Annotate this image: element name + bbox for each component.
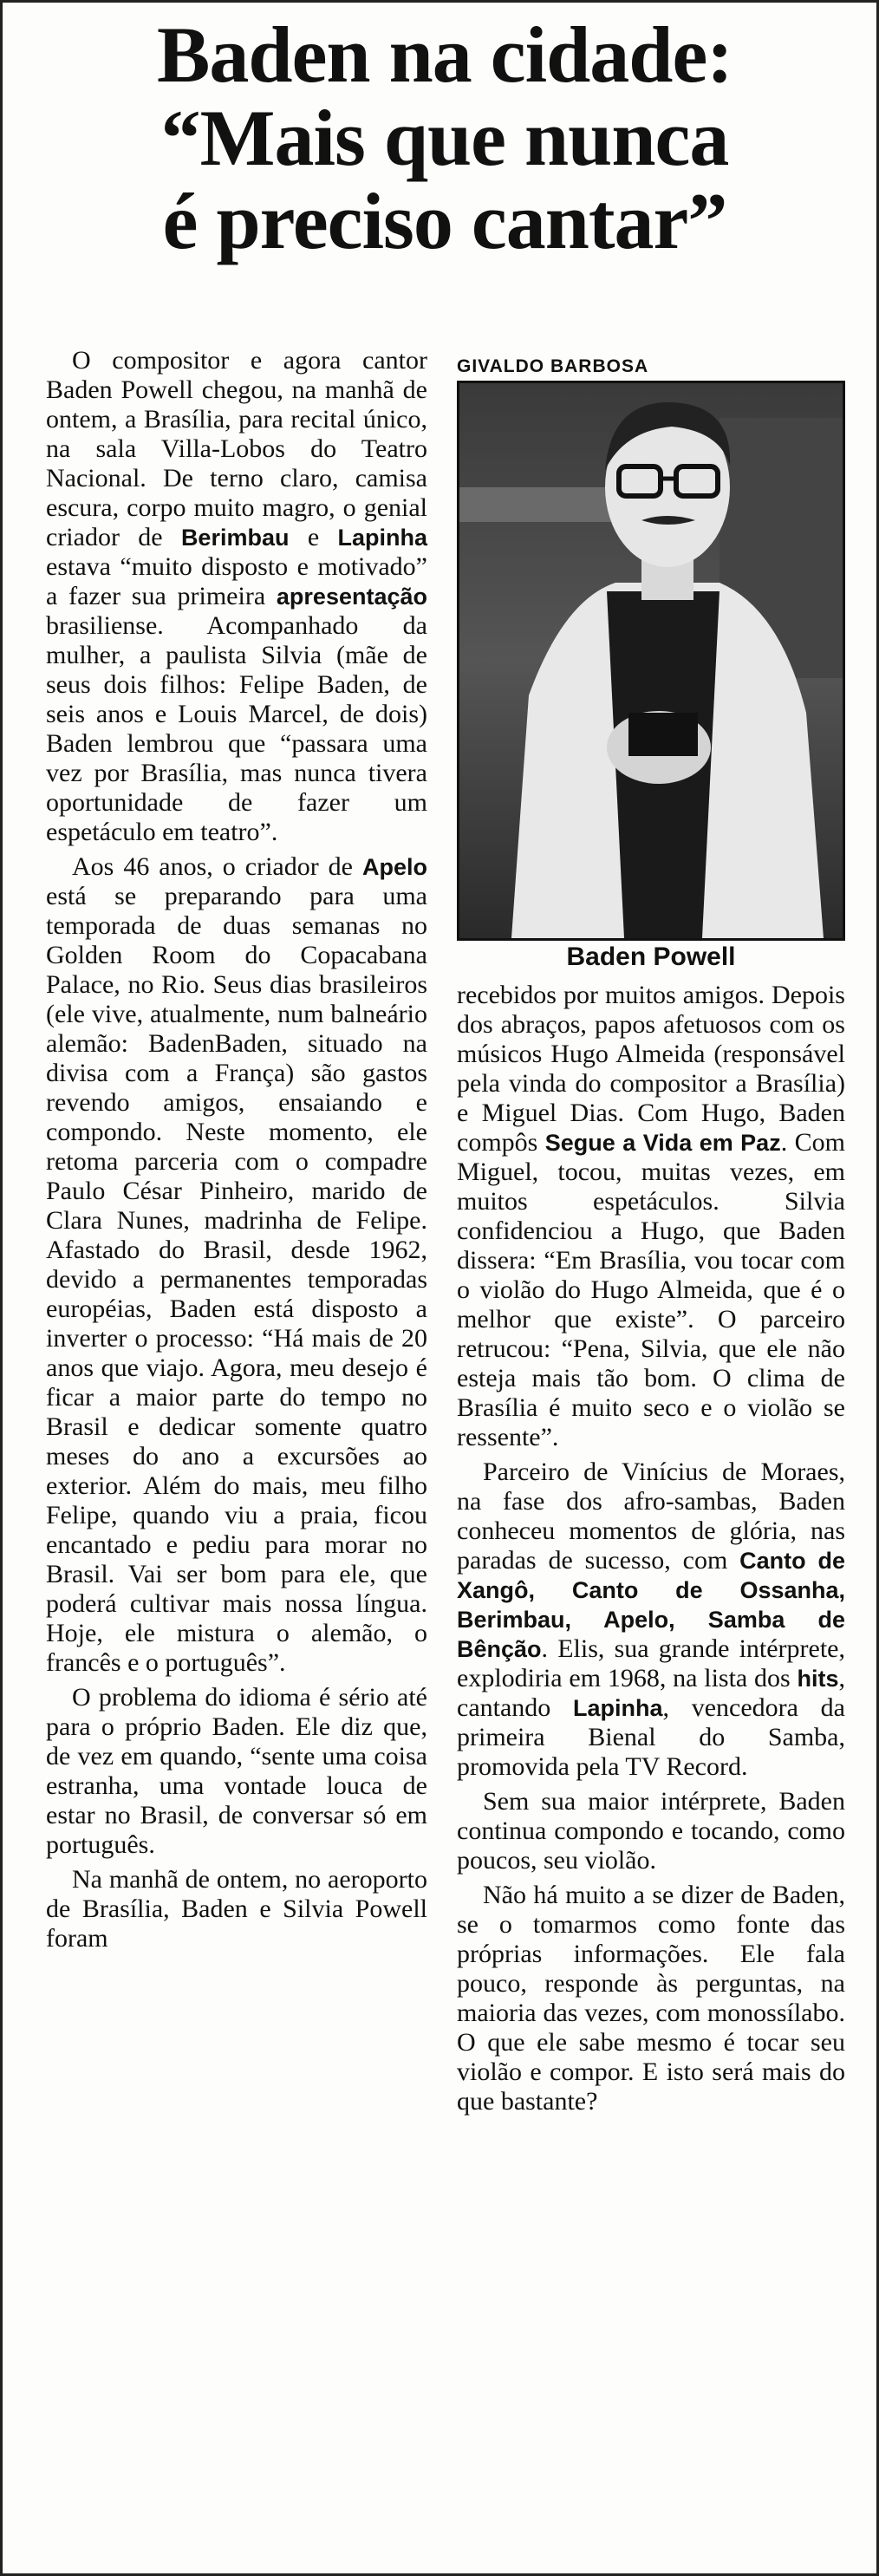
headline-line-2: “Mais que nunca (160, 94, 729, 182)
paragraph: Sem sua maior intérprete, Baden continua compondo e tocando, como poucos, seu violão. (457, 1787, 845, 1875)
paragraph: Parceiro de Vinícius de Moraes, na fase dos afro-sambas, Baden conheceu momentos de glória, nas paradas de sucesso, com Canto de Xangô, Canto de Ossanha, Berimbau, Apelo, Samba de Bênção. Elis, sua grande intérprete, explodiria em 1968, na lista dos hits, cantando Lapinha, vencedora da primeira Bienal do Samba, promovida pela TV Record. (457, 1458, 845, 1781)
headline (37, 10, 852, 265)
paragraph: Na manhã de ontem, no aeroporto de Brasília, Baden e Silvia Powell foram (46, 1865, 427, 1953)
paragraph: Aos 46 anos, o criador de Apelo está se preparando para uma temporada de duas semanas no Golden Room do Copacabana Palace, no Rio. Seus dias brasileiros (ele vive, atualmente, num balneário alemão: BadenBaden, situado na divisa com a França) são gastos revendo amigos, ensaiando e compondo. Neste momento, ele retoma parceria com o compadre Paulo César Pinheiro, marido de Clara Nunes, madrinha de Felipe. Afastado do Brasil, desde 1962, devido a permanentes temporadas européias, Baden está disposto a inverter o processo: “Há mais de 20 anos que viajo. Agora, meu desejo é ficar a maior parte do tempo no Brasil e dedicar somente quatro meses do ano a excursões ao exterior. Além do mais, meu filho Felipe, quando viu a praia, ficou encantado e pediu para morar no Brasil. Vai ser bom para ele, que poderá cultivar mais nossa língua. Hoje, ele mistura o alemão, o francês e o português”. (46, 852, 427, 1677)
headline-line-1: Baden na cidade: (157, 10, 732, 99)
photo-credit: GIVALDO BARBOSA (457, 356, 649, 376)
paragraph: O problema do idioma é sério até para o próprio Baden. Ele diz que, de vez em quando, “sente uma coisa estranha, uma vontade louca de estar no Brasil, de conversar só em português. (46, 1683, 427, 1859)
paragraph: O compositor e agora cantor Baden Powell chegou, na manhã de ontem, a Brasília, para recital único, na sala Villa-Lobos do Teatro Nacional. De terno claro, camisa escura, corpo muito magro, o genial criador de Berimbau e Lapinha estava “muito disposto e motivado” a fazer sua primeira apresentação brasiliense. Acompanhado da mulher, a paulista Silvia (mãe de seus dois filhos: Felipe Baden, de seis anos e Louis Marcel, de dois) Baden lembrou que “passara uma vez por Brasília, mas nunca tivera oportunidade de fazer um espetáculo em teatro”. (46, 346, 427, 846)
paragraph: Não há muito a se dizer de Baden, se o tomarmos como fonte das próprias informações. Ele fala pouco, responde às perguntas, na maioria das vezes, com monossílabo. O que ele sabe mesmo é tocar seu violão e compor. E isto será mais do que bastante? (457, 1881, 845, 2116)
headline-line-3: é preciso cantar” (162, 177, 727, 265)
photo-caption: Baden Powell (566, 942, 736, 971)
paragraph: recebidos por muitos amigos. Depois dos abraços, papos afetuosos com os músicos Hugo Almeida (responsável pela vinda do compositor a Brasília) e Miguel Dias. Com Hugo, Baden compôs Segue a Vida em Paz. Com Miguel, tocou, muitas vezes, em muitos espetáculos. Silvia confidenciou a Hugo, que Baden dissera: “Em Brasília, vou tocar com o violão do Hugo Almeida, que é o melhor que existe”. O parceiro retrucou: “Pena, Silvia, que ele não esteja mais tão bom. O clima de Brasília é muito seco e o violão se ressente”. (457, 981, 845, 1451)
portrait-illustration (459, 383, 843, 938)
article-column-right (457, 981, 845, 2122)
article-column-left (46, 346, 427, 1959)
portrait-photo (457, 381, 845, 941)
